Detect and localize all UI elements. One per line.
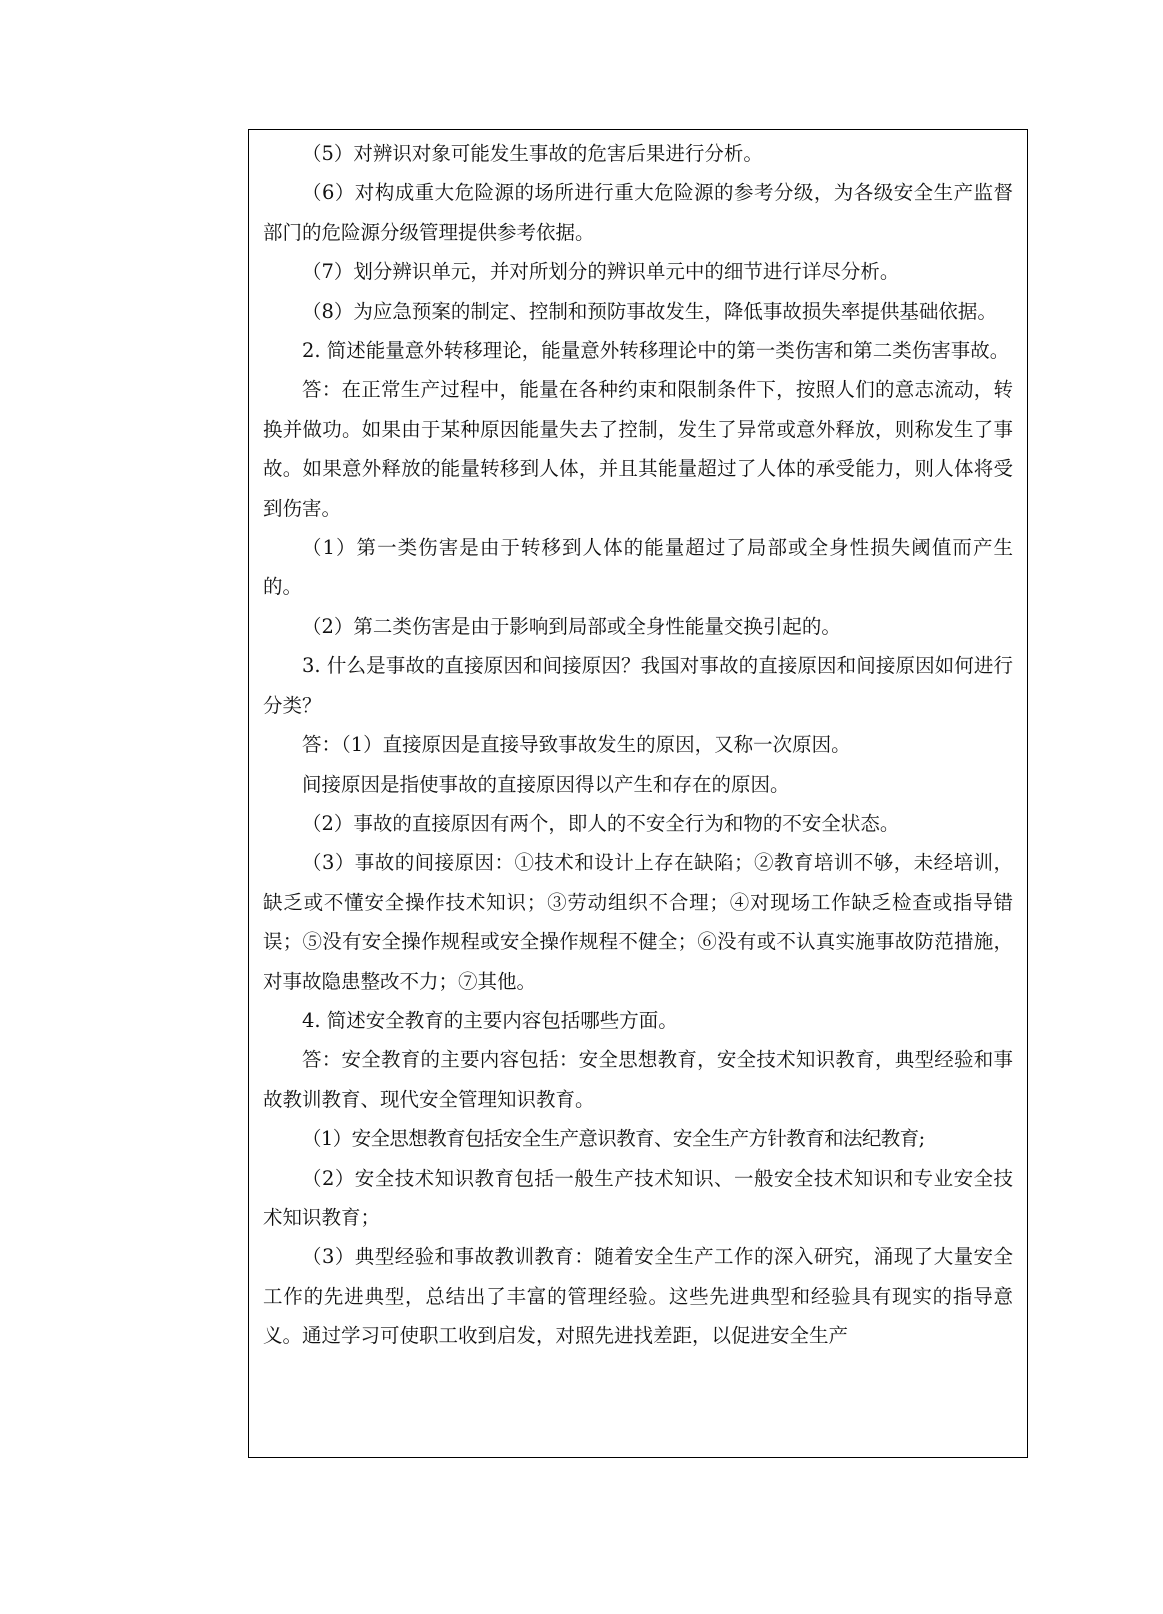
paragraph-item-8: （8）为应急预案的制定、控制和预防事故发生，降低事故损失率提供基础依据。 (302, 299, 997, 323)
answer-4-item-3: （3）典型经验和事故教训教育：随着安全生产工作的深入研究，涌现了大量安全工作的先进典型，总结出了丰富的管理经验。这些先进典型和经验具有现实的指导意义。通过学习可使职工收到启发，对照先进找差距，以促进安全生产 (263, 1245, 1013, 1348)
answer-3-item-1-cont: 间接原因是指使事故的直接原因得以产生和存在的原因。 (302, 772, 790, 796)
paragraph-item-6: （6）对构成重大危险源的场所进行重大危险源的参考分级，为各级安全生产监督部门的危险源分级管理提供参考依据。 (263, 181, 1013, 244)
answer-4: 答：安全教育的主要内容包括：安全思想教育，安全技术知识教育，典型经验和事故教训教育、现代安全管理知识教育。 (263, 1048, 1013, 1111)
paragraph-item-7: （7）划分辨识单元，并对所划分的辨识单元中的细节进行详尽分析。 (302, 260, 900, 284)
paragraph-item-5: （5）对辨识对象可能发生事故的危害后果进行分析。 (302, 142, 763, 165)
answer-3-item-1: 答：（1）直接原因是直接导致事故发生的原因，又称一次原因。 (302, 733, 851, 757)
answer-3-item-2: （2）事故的直接原因有两个，即人的不安全行为和物的不安全状态。 (302, 811, 900, 835)
answer-4-item-1: （1）安全思想教育包括安全生产意识教育、安全生产方针教育和法纪教育; (302, 1127, 925, 1151)
question-4: 4. 简述安全教育的主要内容包括哪些方面。 (302, 1008, 678, 1032)
answer-2-item-2: （2）第二类伤害是由于影响到局部或全身性能量交换引起的。 (302, 614, 841, 638)
question-3: 3. 什么是事故的直接原因和间接原因？我国对事故的直接原因和间接原因如何进行分类？ (263, 654, 1013, 717)
document-frame (248, 129, 1028, 1458)
answer-2-item-1: （1）第一类伤害是由于转移到人体的能量超过了局部或全身性损失阈值而产生的。 (263, 536, 1013, 599)
answer-3-item-3: （3）事故的间接原因：①技术和设计上存在缺陷；②教育培训不够，未经培训，缺乏或不懂安全操作技术知识；③劳动组织不合理；④对现场工作缺乏检查或指导错误；⑤没有安全操作规程或安全操作规程不健全；⑥没有或不认真实施事故防范措施，对事故隐患整改不力；⑦其他。 (263, 851, 1013, 993)
answer-2: 答：在正常生产过程中，能量在各种约束和限制条件下，按照人们的意志流动，转换并做功。如果由于某种原因能量失去了控制，发生了异常或意外释放，则称发生了事故。如果意外释放的能量转移到人体，并且其能量超过了人体的承受能力，则人体将受到伤害。 (263, 378, 1013, 520)
answer-4-item-2: （2）安全技术知识教育包括一般生产技术知识、一般安全技术知识和专业安全技术知识教育； (263, 1166, 1013, 1229)
question-2: 2. 简述能量意外转移理论，能量意外转移理论中的第一类伤害和第二类伤害事故。 (302, 339, 1010, 363)
